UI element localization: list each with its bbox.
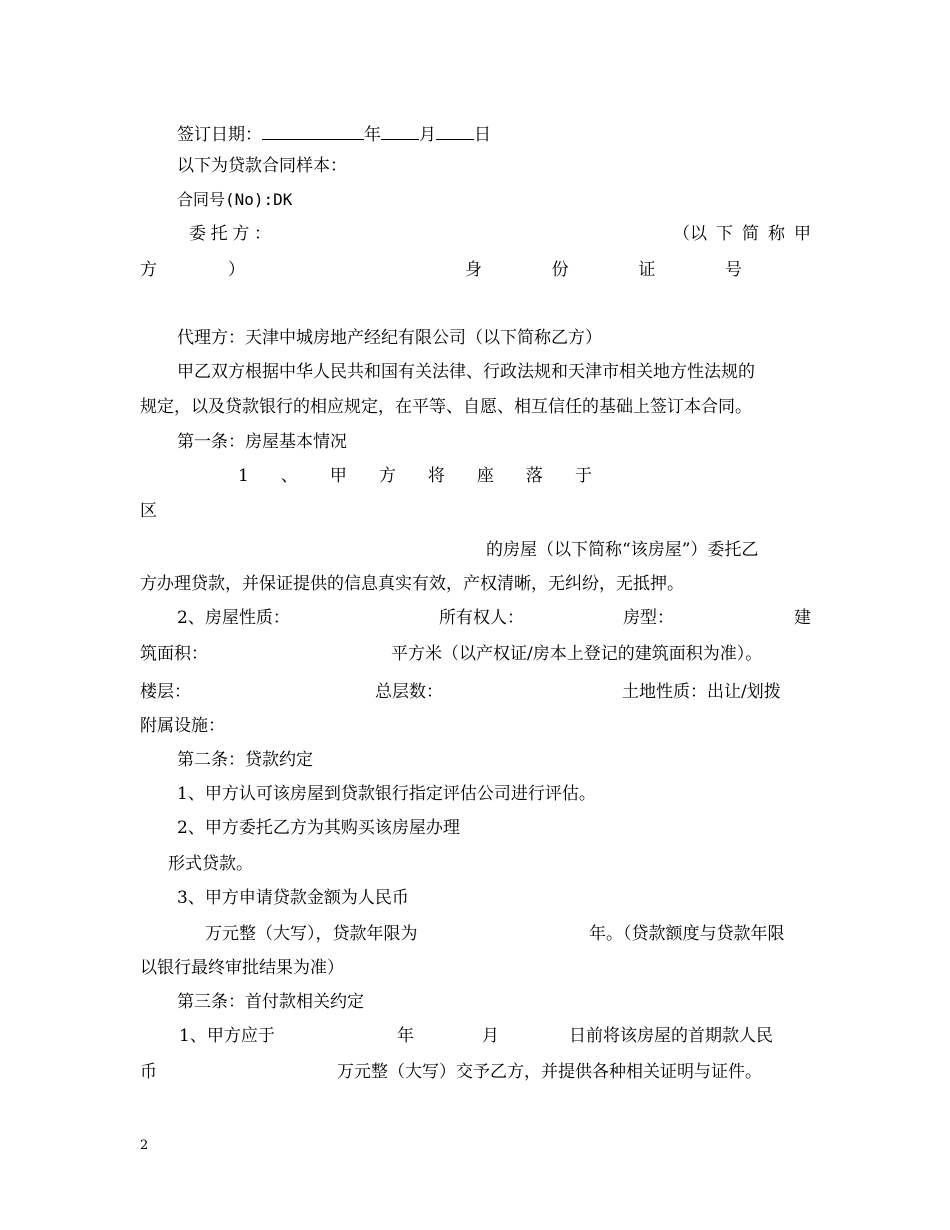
char: 方 (378, 466, 396, 486)
article-2-item-3-cont: 以银行最终审批结果为准） (140, 958, 344, 978)
building-area-prefix: 建 (794, 608, 811, 628)
article-2-item-1: 1、甲方认可该房屋到贷款银行指定评估公司进行评估。 (177, 784, 596, 804)
char: 方 (232, 224, 250, 244)
loan-term-text: 年。（贷款额度与贷款年限 (589, 924, 785, 944)
down-payment-text: 日前将该房屋的首期款人民 (569, 1026, 773, 1046)
article-1-title: 第一条：房屋基本情况 (177, 432, 347, 452)
house-type-label: 房型： (623, 608, 674, 628)
char: 简 (742, 224, 759, 244)
char: 份 (551, 260, 569, 280)
down-payment-year: 年 (397, 1026, 414, 1046)
char: 身 (465, 260, 482, 280)
facilities-label: 附属设施： (140, 716, 225, 736)
area-label: 筑面积： (140, 644, 208, 664)
char: 、 (280, 466, 298, 486)
house-line-2: 方办理贷款，并保证提供的信息真实有效，产权清晰，无纠纷，无抵押。 (140, 574, 684, 594)
char: 甲 (794, 224, 811, 244)
char: 称 (768, 224, 785, 244)
sign-date-label: 签订日期： (177, 125, 262, 145)
preamble-line-1: 甲乙双方根据中华人民共和国有关法律、行政法规和天津市相关地方性法规的 (177, 362, 755, 382)
char: 将 (427, 466, 445, 486)
preamble-line-2: 规定，以及贷款银行的相应规定，在平等、自愿、相互信任的基础上签订本合同。 (140, 397, 752, 417)
char: 于 (574, 466, 592, 486)
principal-suffix (673, 223, 811, 245)
land-nature-label: 土地性质：出让/划拨 (622, 682, 781, 702)
char: 托 (210, 224, 228, 244)
down-payment-amount-text: 万元整（大写）交予乙方，并提供各种相关证明与证件。 (337, 1062, 762, 1082)
day-blank (436, 121, 474, 140)
year-label: 年 (364, 125, 381, 145)
char: 座 (476, 466, 494, 486)
intro-line: 以下为贷款合同样本： (177, 156, 347, 176)
page-number: 2 (140, 1138, 149, 1153)
house-line: 的房屋（以下简称“该房屋”）委托乙 (486, 540, 759, 560)
char: ： (253, 224, 271, 244)
house-nature-label: 2、房屋性质： (177, 608, 290, 628)
char: 证 (638, 260, 656, 280)
principal-label (189, 223, 271, 245)
total-floors-label: 总层数： (375, 682, 443, 702)
char: 下 (716, 224, 733, 244)
article-2-item-2-cont: 形式贷款。 (168, 854, 253, 874)
district-label: 区 (140, 501, 157, 521)
currency-label: 币 (140, 1062, 157, 1082)
contract-number: 合同号(No):DK (177, 190, 293, 209)
id-card-label (465, 259, 742, 281)
article-3-title: 第三条：首付款相关约定 (177, 992, 364, 1012)
char: 1 (238, 466, 249, 486)
article-1-item-1 (238, 465, 592, 487)
char: 号 (724, 260, 742, 280)
article-2-item-3: 3、甲方申请贷款金额为人民币 (177, 888, 409, 908)
owner-label: 所有权人： (439, 608, 524, 628)
area-unit-note: 平方米（以产权证/房本上登记的建筑面积为准）。 (391, 644, 763, 664)
floor-label: 楼层： (140, 682, 191, 702)
char: 落 (525, 466, 543, 486)
sign-date-line (177, 121, 491, 146)
principal-line2-fang: 方 (140, 260, 157, 280)
article-2-item-2: 2、甲方委托乙方为其购买该房屋办理 (177, 818, 460, 838)
year-blank (262, 121, 364, 140)
month-blank (381, 121, 419, 140)
char: （以 (673, 224, 707, 244)
principal-line2-paren: ） (228, 260, 245, 280)
agent-line: 代理方：天津中城房地产经纪有限公司（以下简称乙方） (177, 328, 602, 348)
day-label: 日 (474, 125, 491, 145)
loan-amount-text: 万元整（大写），贷款年限为 (205, 924, 418, 944)
char: 甲 (329, 466, 347, 486)
article-2-title: 第二条：贷款约定 (177, 750, 313, 770)
down-payment-label: 1、甲方应于 (179, 1026, 275, 1046)
month-label: 月 (419, 125, 436, 145)
down-payment-month: 月 (482, 1026, 499, 1046)
char: 委 (189, 224, 206, 244)
